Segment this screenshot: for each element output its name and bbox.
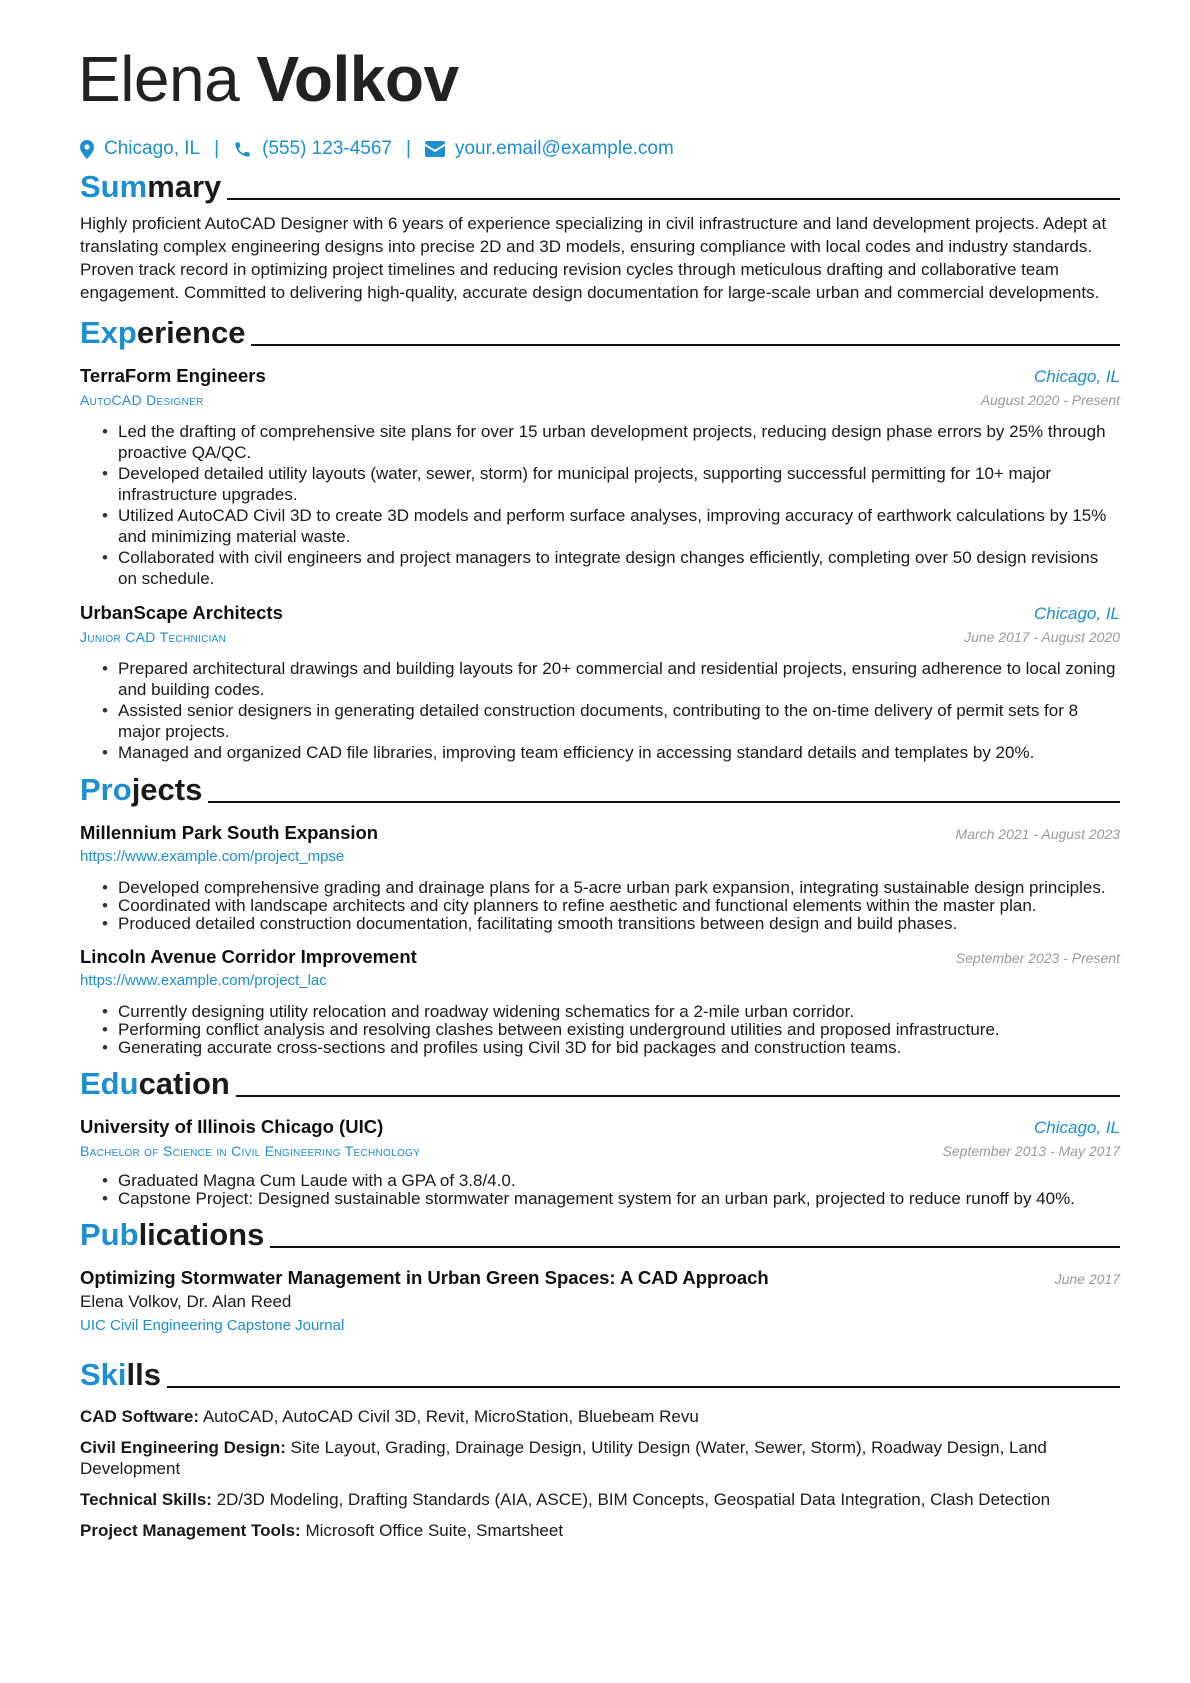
skill-label: Civil Engineering Design: bbox=[80, 1438, 286, 1457]
list-item: • Managed and organized CAD file libraries, improving team efficiency in accessing standard details and templates by 20%. bbox=[102, 742, 1120, 763]
list-item: • Capstone Project: Designed sustainable stormwater management system for an urban park, projected to reduce runoff by 40%. bbox=[102, 1190, 1120, 1208]
skill-row bbox=[80, 1406, 1120, 1427]
list-item: • Performing conflict analysis and resolving clashes between existing underground utilities and proposed infrastructure. bbox=[102, 1021, 1120, 1039]
entry-dates: June 2017 - August 2020 bbox=[964, 629, 1120, 645]
skill-label: Project Management Tools: bbox=[80, 1521, 301, 1540]
section-rule bbox=[208, 801, 1120, 803]
list-item: • Currently designing utility relocation and roadway widening schematics for a 2-mile urban corridor. bbox=[102, 1003, 1120, 1021]
list-item: • Collaborated with civil engineers and project managers to integrate design changes efficiently, completing over 50 design revisions on schedule. bbox=[102, 547, 1120, 589]
publication-authors: Elena Volkov, Dr. Alan Reed bbox=[80, 1292, 292, 1311]
job-role: Junior CAD Technician bbox=[80, 629, 227, 645]
section-projects-heading bbox=[80, 771, 1120, 809]
candidate-name bbox=[78, 40, 1120, 118]
project-link[interactable]: https://www.example.com/project_mpse bbox=[80, 848, 345, 865]
project-name: Millennium Park South Expansion bbox=[80, 822, 379, 843]
skill-value: AutoCAD, AutoCAD Civil 3D, Revit, MicroStation, Bluebeam Revu bbox=[202, 1407, 699, 1426]
entry-dates: June 2017 bbox=[1054, 1271, 1120, 1287]
section-title: Experience bbox=[80, 315, 246, 350]
map-pin-icon bbox=[80, 140, 94, 159]
first-name: Elena bbox=[78, 43, 240, 115]
skill-value: Site Layout, Grading, Drainage Design, Utility Design (Water, Sewer, Storm), Roadway Design, Land Development bbox=[80, 1438, 1047, 1478]
entry-location: Chicago, IL bbox=[1034, 367, 1120, 386]
contact-separator: | bbox=[214, 138, 220, 159]
school-name: University of Illinois Chicago (UIC) bbox=[80, 1116, 384, 1137]
education-entry bbox=[80, 1115, 1120, 1208]
last-name: Volkov bbox=[256, 43, 459, 115]
skill-label: Technical Skills: bbox=[80, 1490, 212, 1509]
skill-row bbox=[80, 1489, 1120, 1510]
phone-icon bbox=[233, 140, 252, 159]
section-title: Education bbox=[80, 1066, 230, 1101]
section-rule bbox=[167, 1386, 1120, 1388]
envelope-icon bbox=[425, 141, 445, 157]
bullet-list bbox=[102, 421, 1120, 589]
list-item: • Assisted senior designers in generating detailed construction documents, contributing to the on-time delivery of permit sets for 8 major projects. bbox=[102, 700, 1120, 742]
list-item: • Produced detailed construction documentation, facilitating smooth transitions between design and build phases. bbox=[102, 915, 1120, 933]
entry-dates: August 2020 - Present bbox=[980, 392, 1120, 408]
experience-entry bbox=[80, 601, 1120, 763]
section-title: Projects bbox=[80, 772, 203, 807]
degree-name: Bachelor of Science in Civil Engineering Technology bbox=[80, 1143, 421, 1159]
list-item: • Led the drafting of comprehensive site plans for over 15 urban development projects, reducing design phase errors by 25% through proactive QA/QC. bbox=[102, 421, 1120, 463]
section-title: Publications bbox=[80, 1217, 265, 1252]
summary-text: Highly proficient AutoCAD Designer with 6 years of experience specializing in civil infrastructure and land development projects. Adept at translating complex engineering designs into precise 2D and 3D models, ensuring compliance with local codes and industry standards. Proven track record in optimizing project timelines and reducing revision cycles through meticulous drafting and collaborative team engagement. Committed to delivering high-quality, accurate design documentation for large-scale urban and commercial developments. bbox=[80, 214, 1107, 302]
publication-title: Optimizing Stormwater Management in Urban Green Spaces: A CAD Approach bbox=[80, 1267, 769, 1288]
list-item: • Coordinated with landscape architects and city planners to refine aesthetic and functional elements within the master plan. bbox=[102, 897, 1120, 915]
company-name: UrbanScape Architects bbox=[80, 602, 283, 623]
experience-entry bbox=[80, 364, 1120, 589]
publication-entry bbox=[80, 1266, 1120, 1338]
list-item: • Prepared architectural drawings and building layouts for 20+ commercial and residential projects, ensuring adherence to local zoning and building codes. bbox=[102, 658, 1120, 700]
bullet-list bbox=[102, 879, 1120, 933]
contact-phone[interactable] bbox=[233, 138, 392, 160]
list-item: • Developed detailed utility layouts (water, sewer, storm) for municipal projects, supporting successful permitting for 10+ major infrastructure upgrades. bbox=[102, 463, 1120, 505]
bullet-list bbox=[102, 1172, 1120, 1208]
project-entry bbox=[80, 821, 1120, 933]
publication-venue: UIC Civil Engineering Capstone Journal bbox=[80, 1317, 345, 1334]
skill-label: CAD Software: bbox=[80, 1407, 200, 1426]
list-item: • Utilized AutoCAD Civil 3D to create 3D models and perform surface analyses, improving accuracy of earthwork calculations by 15% and minimizing material waste. bbox=[102, 505, 1120, 547]
section-title: Summary bbox=[80, 169, 222, 204]
contact-email[interactable] bbox=[425, 138, 674, 160]
skill-value: 2D/3D Modeling, Drafting Standards (AIA, ASCE), BIM Concepts, Geospatial Data Integration, Clash Detection bbox=[216, 1490, 1051, 1509]
list-item: • Graduated Magna Cum Laude with a GPA of 3.8/4.0. bbox=[102, 1172, 1120, 1190]
contact-bar bbox=[80, 136, 1120, 162]
job-role: AutoCAD Designer bbox=[80, 392, 204, 408]
project-name: Lincoln Avenue Corridor Improvement bbox=[80, 946, 417, 967]
section-rule bbox=[227, 198, 1120, 200]
entry-dates: September 2013 - May 2017 bbox=[942, 1143, 1120, 1159]
entry-dates: March 2021 - August 2023 bbox=[955, 826, 1120, 842]
section-rule bbox=[251, 344, 1120, 346]
company-name: TerraForm Engineers bbox=[80, 365, 266, 386]
project-link[interactable]: https://www.example.com/project_lac bbox=[80, 972, 327, 989]
list-item: • Generating accurate cross-sections and profiles using Civil 3D for bid packages and construction teams. bbox=[102, 1039, 1120, 1057]
skill-value: Microsoft Office Suite, Smartsheet bbox=[305, 1521, 564, 1540]
entry-dates: September 2023 - Present bbox=[955, 950, 1120, 966]
section-experience-heading bbox=[80, 314, 1120, 352]
section-publications-heading bbox=[80, 1216, 1120, 1254]
project-entry bbox=[80, 945, 1120, 1057]
contact-location bbox=[80, 138, 200, 160]
section-summary-heading bbox=[80, 168, 1120, 206]
entry-location: Chicago, IL bbox=[1034, 604, 1120, 623]
location-text: Chicago, IL bbox=[104, 138, 201, 159]
skill-row bbox=[80, 1520, 1120, 1541]
section-rule bbox=[270, 1246, 1120, 1248]
section-education-heading bbox=[80, 1065, 1120, 1103]
skill-row bbox=[80, 1437, 1120, 1479]
phone-text: (555) 123-4567 bbox=[262, 138, 392, 159]
section-rule bbox=[236, 1095, 1120, 1097]
skills-list bbox=[80, 1406, 1120, 1541]
list-item: • Developed comprehensive grading and drainage plans for a 5-acre urban park expansion, integrating sustainable design principles. bbox=[102, 879, 1120, 897]
email-text: your.email@example.com bbox=[454, 138, 674, 159]
bullet-list bbox=[102, 658, 1120, 763]
contact-separator: | bbox=[406, 138, 411, 159]
entry-location: Chicago, IL bbox=[1034, 1118, 1120, 1137]
section-title: Skills bbox=[80, 1357, 161, 1392]
section-skills-heading bbox=[80, 1356, 1120, 1394]
bullet-list bbox=[102, 1003, 1120, 1057]
